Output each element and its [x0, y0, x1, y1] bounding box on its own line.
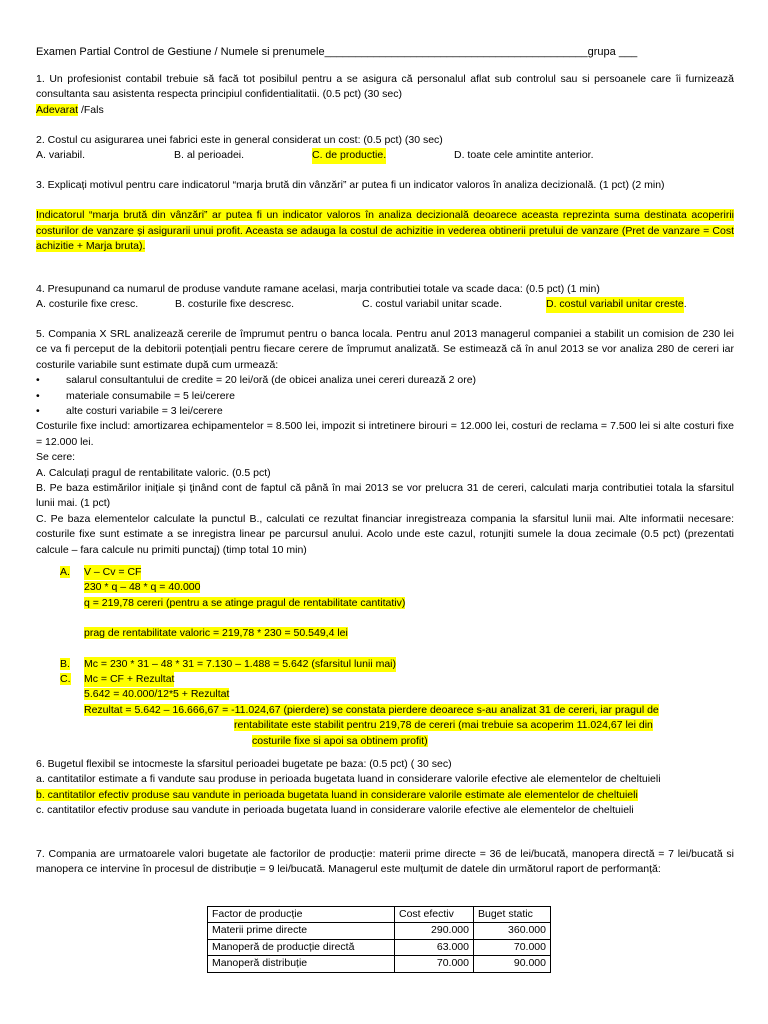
answer-a-letter: A. [60, 566, 70, 578]
question-3 [36, 178, 734, 255]
question-4-options [36, 297, 734, 312]
list-item: • materiale consumabile = 5 lei/cerere [36, 389, 734, 404]
answer-b-letter: B. [60, 657, 70, 670]
question-1 [36, 72, 734, 118]
question-4-text: 4. Presupunand ca numarul de produse vandute ramane acelasi, marja contributiei totale va scade daca: (0.5 pct) (1 min) [36, 283, 600, 295]
question-1-answer [36, 103, 734, 118]
question-2 [36, 133, 734, 164]
question-4 [36, 282, 734, 313]
performance-report-table [207, 906, 551, 973]
table-cell: 360.000 [474, 923, 551, 939]
requirement-a: A. Calculați pragul de rentabilitate valoric. (0.5 pct) [36, 466, 271, 479]
question-3-text: 3. Explicați motivul pentru care indicatorul “marja brută din vânzări” ar putea fi un indicator valoros în analiza decizională. (1 pct) (2 min) [36, 179, 665, 191]
option-b: B. al perioadei. [174, 149, 245, 162]
option-c: C. costul variabil unitar scade. [362, 298, 503, 311]
question-5-answers [60, 565, 734, 749]
answer-c-letter: C. [60, 673, 71, 686]
table-cell: 63.000 [395, 939, 474, 955]
requirement-c: C. Pe baza elementelor calculate la punctul B., calculati ce rezultat financiar inregistreaza compania la sfarsitul lunii mai. Alte informatii necesare: costurile fixe sunt estimate a se inregistra linear pe parcursul anului. Acolo unde este cazul, rotunjiti sumele la doua zecimale (0.5 pct) (prezentati calcule – fara calcule nu primiti punctaj) (timp total 10 min) [36, 512, 734, 556]
table-cell: 70.000 [395, 956, 474, 972]
answer-c-line: Rezultat = 5.642 – 16.666,67 = -11.024,67 (pierdere) se constata pierdere deoarece s-au analizat 31 de cereri, iar pragul de [84, 703, 659, 716]
option-d-selected: D. costul variabil unitar creste [546, 297, 684, 312]
question-2-options [36, 148, 734, 163]
table-cell: Manoperă distribuție [208, 956, 395, 972]
question-3-answer: Indicatorul “marja brută din vânzări” ar putea fi un indicator valoros în analiza decizională deoarece aceasta reprezinta suma destinata acoperirii costurilor de vanzare și asigurarii unui profit. Aceasta se adauga la costul de achizitie in vederea obtinerii pretului de vanzare (Pret de vanzare = Cost achizitie + Marja bruta). [36, 209, 734, 253]
table-row [208, 923, 551, 939]
table-cell: Manoperă de producție directă [208, 939, 395, 955]
list-item: • alte costuri variabile = 3 lei/cerere [36, 404, 734, 419]
list-item: • salarul consultantului de credite = 20 lei/oră (de obicei analiza unei cereri durează 2 ore) [36, 373, 734, 388]
answer-c-line: rentabilitate este stabilit pentru 219,78 de cereri (mai trebuie sa acoperim 11.024,67 lei din [234, 719, 653, 732]
option-b-selected: b. cantitatilor efectiv produse sau vandute in perioada bugetata luand in considerare valorile estimate ale elementelor de cheltuieli [36, 788, 638, 801]
option-a: a. cantitatilor estimate a fi vandute sau produse in perioada bugetata luand in considerare valorile efective ale elementelor de cheltuieli [36, 773, 661, 786]
column-header: Factor de producție [208, 907, 395, 923]
question-5-intro: 5. Compania X SRL analizează cererile de împrumut pentru o banca locala. Pentru anul 2013 managerul companiei a stabilit un comision de 230 lei ce va fi perceput de la debitorii potențiali pentru fiecare cerere de împrumut analizată. Se estimează că în anul 2013 se vor analiza 280 de cereri iar costurile variabile sunt estimate după cum urmează: [36, 328, 734, 371]
column-header: Buget static [474, 907, 551, 923]
answer-b-line: Mc = 230 * 31 – 48 * 31 = 7.130 – 1.488 = 5.642 (sfarsitul lunii mai) [84, 657, 396, 672]
option-c: c. cantitatilor efectiv produse sau vandute in perioada bugetata luand in considerare valorile efective ale elementelor de cheltuieli [36, 804, 634, 817]
se-cere-label: Se cere: [36, 451, 76, 464]
table-row [208, 939, 551, 955]
answer-a-line: q = 219,78 cereri (pentru a se atinge pragul de rentabilitate cantitativ) [84, 596, 406, 609]
answer-c-line: Mc = CF + Rezultat [84, 672, 174, 687]
option-b: B. costurile fixe descresc. [175, 298, 295, 311]
question-7 [36, 847, 734, 878]
question-2-text: 2. Costul cu asigurarea unei fabrici este in general considerat un cost: (0.5 pct) (30 sec) [36, 134, 443, 146]
answer-c-line: costurile fixe si apoi sa obtinem profit) [252, 734, 428, 747]
answer-c-line: 5.642 = 40.000/12*5 + Rezultat [84, 688, 230, 701]
table-cell: 290.000 [395, 923, 474, 939]
table-header-row [208, 907, 551, 923]
answer-a-line: prag de rentabilitate valoric = 219,78 * 230 = 50.549,4 lei [84, 627, 348, 640]
option-d: D. toate cele amintite anterior. [454, 149, 594, 162]
table-cell: 90.000 [474, 956, 551, 972]
trailing-dot: . [683, 298, 687, 311]
answer-a-line: 230 * q – 48 * q = 40.000 [84, 581, 201, 594]
answer-a-line: V – Cv = CF [84, 565, 141, 580]
question-6 [36, 757, 734, 819]
option-a: A. costurile fixe cresc. [36, 298, 139, 311]
option-c-selected: C. de productie. [312, 148, 386, 163]
answer-rest: /Fals [78, 103, 104, 116]
requirement-b: B. Pe baza estimărilor inițiale și ţinând cont de faptul că până în mai 2013 se vor prelucra 31 de cereri, calculati marja contributiei totala la sfarsitul lunii mai. (1 pct) [36, 482, 734, 510]
table-cell: Materii prime directe [208, 923, 395, 939]
question-6-text: 6. Bugetul flexibil se intocmeste la sfarsitul perioadei bugetate pe baza: (0.5 pct) ( 30 sec) [36, 758, 452, 770]
question-5 [36, 327, 734, 558]
table-row [208, 956, 551, 972]
table-cell: 70.000 [474, 939, 551, 955]
exam-title: Examen Partial Control de Gestiune / Numele si prenumele___________________________________________grupa ___ [36, 46, 638, 58]
fixed-costs-text: Costurile fixe includ: amortizarea echipamentelor = 8.500 lei, impozit si intretinere birouri = 12.000 lei, costuri de reclama = 7.500 lei si alte costuri fixe = 12.000 lei. [36, 420, 734, 448]
column-header: Cost efectiv [395, 907, 474, 923]
question-1-text: 1. Un profesionist contabil trebuie să facă tot posibilul pentru a se asigura că personalul aflat sub controlul sau si persoanele care îi furnizează consultanta sau asistenta respecta principiul confidentialitatii. (0.5 pct) (30 sec) [36, 73, 734, 101]
option-a: A. variabil. [36, 149, 86, 162]
variable-cost-list [36, 373, 734, 419]
answer-highlight: Adevarat [36, 103, 79, 116]
question-7-text: 7. Compania are urmatoarele valori bugetate ale factorilor de producție: materii prime directe = 36 de lei/bucată, manopera directă = 7 lei/bucată si manopera ce intervine în procesul de distribuție = 9 lei/bucată. Managerul este mulțumit de datele din următorul raport de performanță: [36, 848, 734, 876]
